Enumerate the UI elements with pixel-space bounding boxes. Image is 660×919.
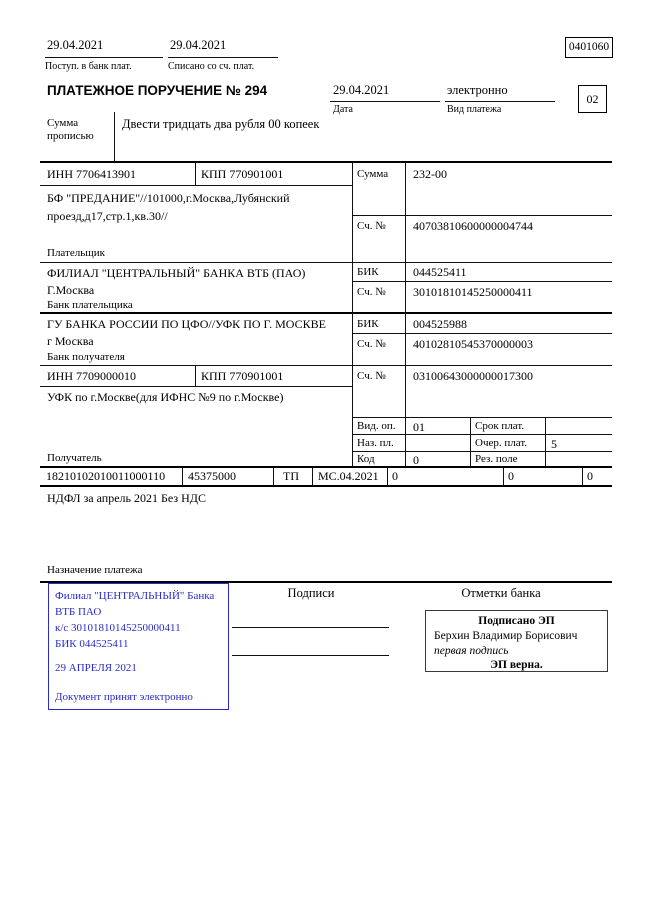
payee-name: УФК по г.Москве(для ИФНС №9 по г.Москве): [47, 390, 284, 404]
received-date-value: 29.04.2021: [47, 38, 104, 52]
amount-words-label: Сумма прописью: [47, 117, 94, 142]
grid-line: [312, 468, 313, 485]
stamp-line: ВТБ ПАО: [55, 606, 102, 618]
oktmo-cell: 45375000: [188, 469, 236, 483]
payer-bank-account-label: Сч. №: [357, 286, 386, 298]
debited-date-value: 29.04.2021: [170, 38, 227, 52]
debited-date-underline: [168, 57, 278, 58]
grid-line: [387, 468, 388, 485]
grid-line: [352, 163, 353, 466]
doc-number-cell: 0: [392, 469, 398, 483]
esign-signer: Берхин Владимир Борисович: [434, 630, 578, 642]
grid-line: [40, 312, 612, 314]
esign-verified: ЭП верна.: [490, 659, 543, 671]
purpose-text: НДФЛ за апрель 2021 Без НДС: [47, 491, 206, 505]
amount-label: Сумма: [357, 168, 389, 180]
due-date-label: Срок плат.: [475, 420, 525, 432]
stamp-date: 29 АПРЕЛЯ 2021: [55, 662, 137, 674]
payee-bank-bik-label: БИК: [357, 318, 379, 330]
payer-bank-bik-label: БИК: [357, 266, 379, 278]
code-label: Код: [357, 453, 375, 465]
payee-kpp: КПП 770901001: [201, 369, 284, 383]
esign-title: Подписано ЭП: [478, 615, 555, 627]
form-code-box: 0401060: [565, 37, 613, 58]
code-value: 0: [413, 453, 419, 467]
grid-line: [273, 468, 274, 485]
payer-bank-bik: 044525411: [413, 265, 467, 279]
grid-line: [40, 185, 353, 186]
payer-name: БФ "ПРЕДАНИЕ"//101000,г.Москва,Лубянский проезд,д17,стр.1,кв.30//: [47, 191, 290, 223]
stamp-footer: Документ принят электронно: [55, 691, 193, 703]
tax-period-cell: МС.04.2021: [318, 469, 379, 483]
payer-bank-label: Банк плательщика: [47, 299, 133, 311]
payee-account: 03100643000000017300: [413, 369, 533, 383]
signature-line: [232, 627, 389, 628]
payee-label: Получатель: [47, 452, 102, 464]
amount-words-value: Двести тридцать два рубля 00 копеек: [122, 117, 320, 131]
payment-kind-underline: [445, 101, 555, 102]
payee-bank-account-label: Сч. №: [357, 338, 386, 350]
grid-line: [40, 386, 353, 387]
amount-value: 232-00: [413, 167, 447, 181]
payee-inn: ИНН 7709000010: [47, 369, 136, 383]
grid-line: [352, 417, 612, 418]
payment-basis-cell: ТП: [283, 469, 299, 483]
payer-inn: ИНН 7706413901: [47, 167, 136, 181]
grid-line: [352, 281, 612, 282]
grid-line: [545, 417, 546, 466]
bank-stamp: [48, 583, 229, 710]
kbk-code-cell: 18210102010011000110: [46, 469, 166, 483]
purpose-label: Назначение платежа: [47, 564, 143, 576]
esign-kind: первая подпись: [434, 645, 509, 657]
purpose-code-label: Наз. пл.: [357, 437, 394, 449]
payee-bank-account: 40102810545370000003: [413, 337, 533, 351]
grid-line: [503, 468, 504, 485]
doc-date-underline: [330, 101, 440, 102]
grid-line: [40, 365, 612, 366]
payment-kind-label: Вид платежа: [447, 104, 502, 115]
stamp-line: к/с 30101810145250000411: [55, 622, 181, 634]
payee-account-label: Сч. №: [357, 370, 386, 382]
payee-bank-bik: 004525988: [413, 317, 467, 331]
grid-line: [405, 163, 406, 466]
amount-words-divider: [114, 112, 115, 163]
payer-bank-name: ФИЛИАЛ "ЦЕНТРАЛЬНЫЙ" БАНКА ВТБ (ПАО): [47, 266, 306, 280]
signatures-label: Подписи: [287, 586, 335, 600]
grid-line: [470, 417, 471, 466]
status-code-box: 02: [578, 85, 607, 113]
stamp-line: Филиал "ЦЕНТРАЛЬНЫЙ" Банка: [55, 590, 215, 602]
op-kind-label: Вид. оп.: [357, 420, 396, 432]
received-date-label: Поступ. в банк плат.: [45, 61, 132, 72]
grid-line: [352, 333, 612, 334]
priority-value: 5: [551, 437, 557, 451]
received-date-underline: [45, 57, 163, 58]
op-kind-value: 01: [413, 420, 425, 434]
grid-line: [352, 215, 612, 216]
grid-line: [40, 161, 612, 163]
grid-line: [40, 262, 612, 263]
payer-bank-account: 30101810145250000411: [413, 285, 533, 299]
payer-label: Плательщик: [47, 247, 105, 259]
signature-line: [232, 655, 389, 656]
payment-type-cell: 0: [587, 469, 593, 483]
bank-marks-label: Отметки банка: [461, 586, 541, 600]
payee-bank-label: Банк получателя: [47, 351, 125, 363]
electronic-signature-box: [425, 610, 608, 672]
grid-line: [195, 163, 196, 185]
document-title: ПЛАТЕЖНОЕ ПОРУЧЕНИЕ № 294: [47, 83, 268, 98]
grid-line: [352, 451, 612, 452]
payer-bank-city: Г.Москва: [47, 283, 95, 297]
payee-bank-city: г Москва: [47, 334, 94, 348]
payer-kpp: КПП 770901001: [201, 167, 284, 181]
priority-label: Очер. плат.: [475, 437, 528, 449]
debited-date-label: Списано со сч. плат.: [168, 61, 255, 72]
grid-line: [40, 466, 612, 468]
grid-line: [582, 468, 583, 485]
payment-kind-value: электронно: [447, 83, 508, 97]
grid-line: [182, 468, 183, 485]
payer-account: 40703810600000004744: [413, 219, 533, 233]
doc-date-value: 29.04.2021: [333, 83, 390, 97]
stamp-line: БИК 044525411: [55, 638, 129, 650]
grid-line: [40, 485, 612, 487]
doc-date-label: Дата: [333, 104, 353, 115]
grid-line: [195, 365, 196, 386]
grid-line: [352, 434, 612, 435]
payer-account-label: Сч. №: [357, 220, 386, 232]
reserve-field-label: Рез. поле: [475, 453, 518, 465]
doc-date-cell: 0: [508, 469, 514, 483]
payee-bank-name: ГУ БАНКА РОССИИ ПО ЦФО//УФК ПО Г. МОСКВЕ: [47, 317, 326, 331]
